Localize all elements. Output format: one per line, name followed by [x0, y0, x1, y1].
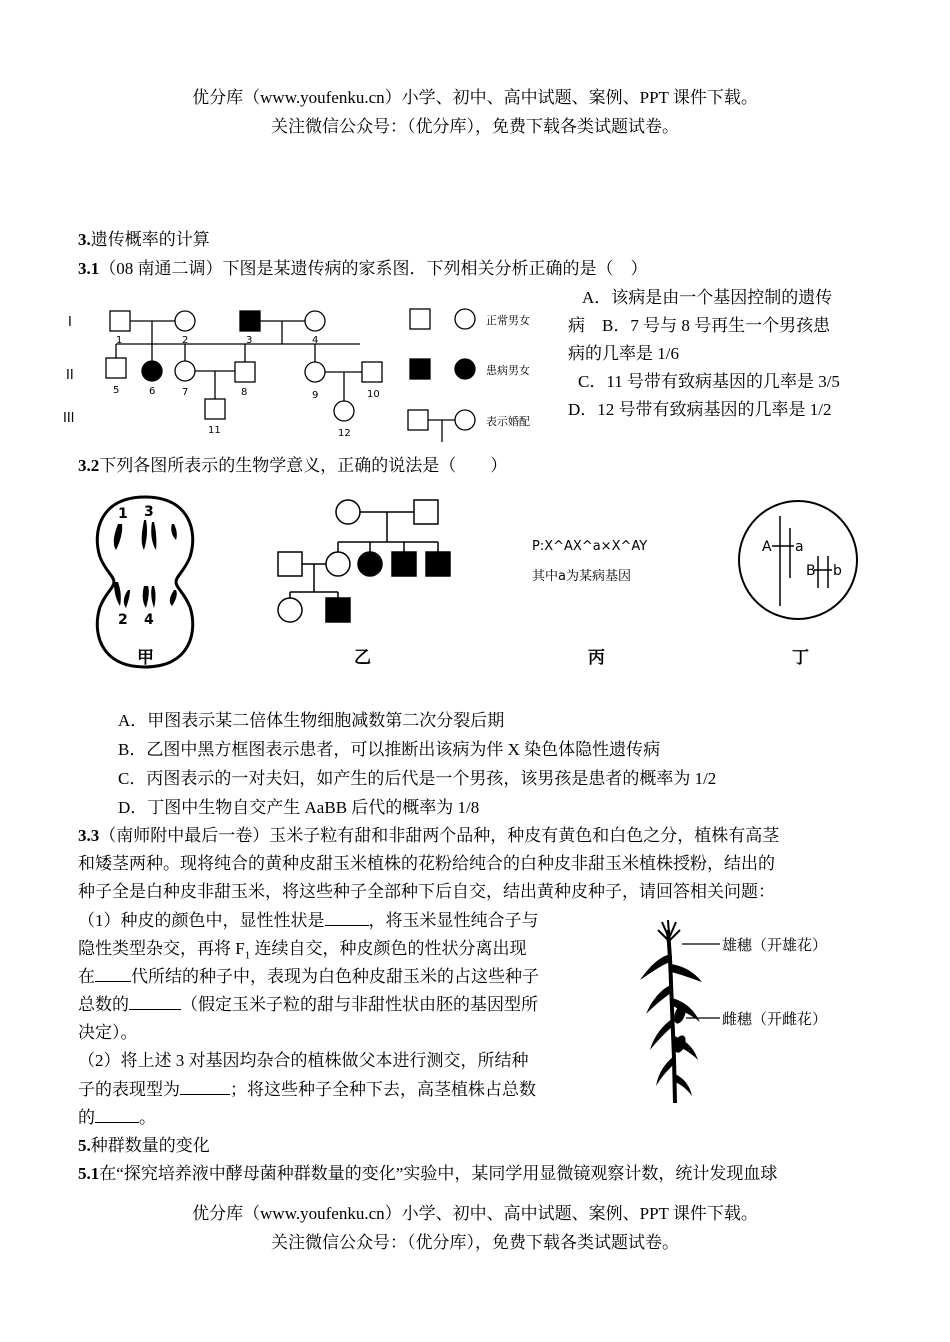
gene-label-A: A: [762, 539, 772, 555]
label-female-ear: 雌穗（开雌花）: [722, 1010, 828, 1028]
corn-plant-figure: [628, 918, 858, 1108]
individual-12-female: [334, 401, 354, 421]
id-2: 2: [182, 335, 189, 346]
individual-8-male: [235, 362, 255, 382]
individual-10-male: [362, 362, 382, 382]
q3-3-part1-line3: [78, 965, 539, 989]
question-text: （南师附中最后一卷）玉米子粒有甜和非甜两个品种，种皮有黄色和白色之分，植株有高茎: [99, 826, 780, 845]
question-3-3-stem-line1: [78, 824, 779, 848]
individual-7-female: [175, 361, 195, 381]
id-5: 5: [113, 385, 120, 396]
individual-9-female: [305, 362, 325, 382]
header-line-1: 优分库（www.youfenku.cn）小学、初中、高中试题、案例、PPT 课件下载。: [192, 88, 758, 107]
section-number: 5.: [78, 1136, 91, 1155]
id-9: 9: [312, 390, 319, 401]
legend-marriage-male: [408, 410, 428, 430]
gene-label-a: a: [795, 539, 804, 555]
gene-label-B: B: [806, 563, 816, 579]
legend-affected-female: [455, 359, 475, 379]
id-4: 4: [312, 335, 319, 346]
figure-ding-chromosomes: [736, 498, 860, 622]
q3-3-part1-line1: [78, 909, 539, 933]
question-text: （08 南通二调）下图是某遗传病的家系图．下列相关分析正确的是（ ）: [99, 259, 648, 278]
section-title: 种群数量的变化: [90, 1136, 210, 1155]
text-segment: 在: [78, 967, 95, 986]
label-male-tassel: 雄穗（开雄花）: [722, 936, 828, 954]
chromosome-number-1: 1: [118, 506, 128, 522]
question-number: 3.3: [78, 826, 100, 845]
individual-3-male-affected: [240, 311, 260, 331]
cross-formula: P:X^AX^a×X^AY: [532, 539, 648, 554]
q3-3-part2-line2: [78, 1078, 536, 1102]
figure-yi-pedigree: [268, 492, 468, 632]
individual-1-male: [110, 311, 130, 331]
individual-4-female: [305, 311, 325, 331]
question-number: 3.1: [78, 259, 100, 278]
question-number: 5.1: [78, 1164, 100, 1183]
header-line-2: 关注微信公众号：（优分库），免费下载各类试题试卷。: [271, 117, 679, 136]
gene-label-b: b: [833, 563, 842, 579]
q3-1-option-c: C．11 号带有致病基因的几率是 3/5: [578, 372, 840, 391]
figure-label-ding: 丁: [792, 648, 809, 668]
generation-label-III: III: [63, 411, 75, 426]
figure-bing-cross: [530, 532, 660, 592]
q3-1-option-a-line2: 病 B．7 号与 8 号再生一个男孩患: [568, 316, 831, 335]
q3-2-option-b: B．乙图中黑方框图表示患者，可以推断出该病为伴 X 染色体隐性遗传病: [118, 740, 661, 759]
question-number: 3.2: [78, 456, 100, 475]
question-3-3-stem-line3: 种子全是白种皮非甜玉米，将这些种子全部种下后自交，结出黄种皮种子，请回答相关问题：: [78, 882, 775, 901]
id-3: 3: [246, 335, 253, 346]
figure-jia-cell: [90, 492, 200, 672]
text-segment: ，将玉米显性纯合子与: [368, 911, 539, 930]
legend-marriage-label: 表示婚配: [486, 415, 530, 428]
q3-3-part1-line2: [78, 937, 526, 967]
individual-6-female-affected: [142, 361, 162, 381]
generation-label-II: II: [66, 368, 74, 383]
subscript: 1: [244, 949, 251, 962]
footer-line-1: 优分库（www.youfenku.cn）小学、初中、高中试题、案例、PPT 课件下载。: [192, 1204, 758, 1223]
question-3-1-stem: [78, 257, 648, 281]
q3-2-option-a: A．甲图表示某二倍体生物细胞减数第二次分裂后期: [118, 711, 505, 730]
individual-11-male: [205, 399, 225, 419]
legend-normal-female: [455, 309, 475, 329]
id-11: 11: [208, 425, 221, 436]
text-segment: 的: [78, 1108, 95, 1127]
legend-normal-label: 正常男女: [486, 314, 530, 327]
figure-label-bing: 丙: [588, 648, 605, 668]
section-5-heading: [78, 1134, 210, 1158]
text-segment: 代所结的种子中，表现为白色种皮甜玉米的占这些种子: [131, 967, 539, 986]
id-6: 6: [149, 386, 156, 397]
legend-normal-male: [410, 309, 430, 329]
section-3-heading: [78, 228, 210, 252]
q3-3-part2-line3: [78, 1106, 156, 1130]
q3-3-part1-line5: 决定）。: [78, 1023, 138, 1042]
question-text: 下列各图所表示的生物学意义，正确的说法是（ ）: [99, 456, 508, 475]
chromosome-number-3: 3: [144, 504, 154, 520]
figure-label-yi: 乙: [354, 648, 371, 668]
answer-blank-1[interactable]: [325, 911, 369, 926]
text-segment: 子的表现型为: [78, 1080, 180, 1099]
question-5-1-stem: [78, 1162, 777, 1186]
answer-blank-4[interactable]: [180, 1080, 230, 1095]
chromosome-number-4: 4: [144, 612, 154, 628]
q3-3-part2-line1: （2）将上述 3 对基因均杂合的植株做父本进行测交，所结种: [78, 1051, 529, 1070]
q3-3-part1-line4: [78, 993, 538, 1017]
legend-marriage-female: [455, 410, 475, 430]
text-segment: ；将这些种子全种下去，高茎植株占总数: [230, 1080, 536, 1099]
answer-blank-5[interactable]: [95, 1108, 139, 1123]
answer-blank-3[interactable]: [129, 995, 181, 1010]
answer-blank-2[interactable]: [95, 967, 131, 982]
id-8: 8: [241, 387, 248, 398]
question-3-2-stem: [78, 454, 507, 478]
q3-1-option-d: D．12 号带有致病基因的几率是 1/2: [568, 400, 832, 419]
question-text: 在“探究培养液中酵母菌种群数量的变化”实验中，某同学用显微镜观察计数，统计发现血球: [99, 1164, 778, 1183]
id-10: 10: [367, 389, 380, 400]
text-segment: 连续自交，种皮颜色的性状分离出现: [250, 939, 527, 958]
text-segment: （假定玉米子粒的甜与非甜性状由胚的基因型所: [181, 995, 538, 1014]
q3-1-option-a-line3: 病的几率是 1/6: [568, 344, 679, 363]
text-segment: （1）种皮的颜色中，显性性状是: [78, 911, 325, 930]
id-1: 1: [116, 335, 123, 346]
individual-5-male: [106, 358, 126, 378]
id-7: 7: [182, 387, 189, 398]
legend-affected-label: 患病男女: [486, 364, 530, 377]
q3-2-option-d: D．丁图中生物自交产生 AaBB 后代的概率为 1/8: [118, 798, 480, 817]
q3-2-option-c: C．丙图表示的一对夫妇，如产生的后代是一个男孩，该男孩是患者的概率为 1/2: [118, 769, 717, 788]
section-number: 3.: [78, 230, 91, 249]
footer-line-2: 关注微信公众号：（优分库），免费下载各类试题试卷。: [271, 1233, 679, 1252]
id-12: 12: [338, 428, 351, 439]
legend-affected-male: [410, 359, 430, 379]
question-3-3-stem-line2: 和矮茎两种。现将纯合的黄种皮甜玉米植株的花粉给纯合的白种皮非甜玉米植株授粉，结出的: [78, 854, 775, 873]
q3-1-option-a-line1: A．该病是由一个基因控制的遗传: [582, 288, 833, 307]
chromosome-number-2: 2: [118, 612, 128, 628]
pedigree-figure: [60, 296, 550, 446]
text-segment: 。: [139, 1108, 156, 1127]
individual-2-female: [175, 311, 195, 331]
figure-label-jia: 甲: [137, 648, 154, 668]
section-title: 遗传概率的计算: [90, 230, 210, 249]
text-segment: 总数的: [78, 995, 129, 1014]
generation-label-I: I: [68, 315, 72, 330]
cross-note: 其中a为某病基因: [532, 569, 631, 584]
text-segment: 隐性类型杂交，再将 F: [78, 939, 245, 958]
